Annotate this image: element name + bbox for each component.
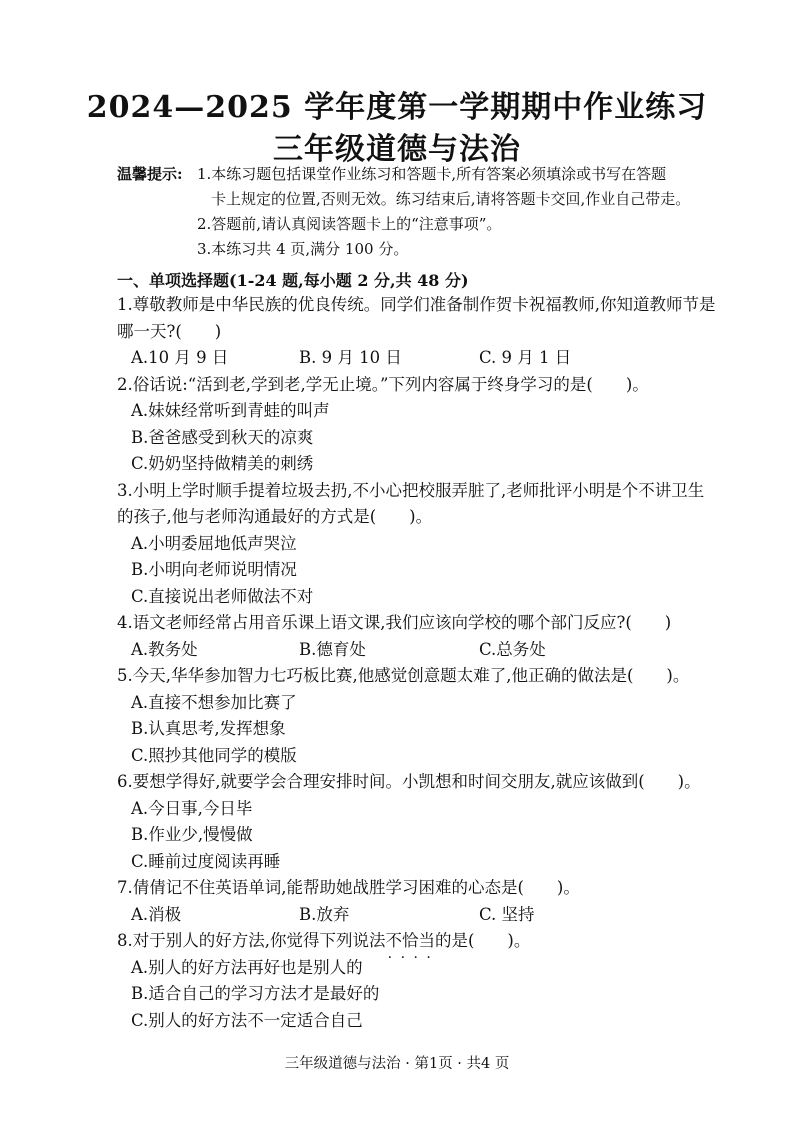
option-c: C.总务处 [479, 639, 546, 659]
exam-title-line2: 三年级道德与法治 [273, 132, 521, 167]
question-8-stem [117, 928, 789, 955]
question-1-options [117, 345, 789, 372]
question-3-stem-cont: 的孩子,他与老师沟通最好的方式是( )。 [117, 507, 433, 526]
option-b: B.作业少,慢慢做 [131, 825, 253, 844]
notice-block [117, 162, 789, 262]
option-b: B. 9 月 10 日 [299, 348, 402, 367]
option-b: B.小明向老师说明情况 [131, 560, 297, 579]
option-b: B.德育处 [299, 639, 366, 659]
option-c: C. 9 月 1 日 [479, 348, 572, 367]
question-1-stem: 1.尊敬教师是中华民族的优良传统。同学们准备制作贺卡祝福教师,你知道教师节是 [117, 295, 716, 314]
question-1-stem-cont: 哪一天?( ) [117, 321, 222, 341]
option-a: A.妹妹经常听到青蛙的叫声 [131, 401, 330, 420]
notice-label: 温馨提示: [117, 165, 183, 183]
question-3-stem: 3.小明上学时顺手提着垃圾去扔,不小心把校服弄脏了,老师批评小明是个不讲卫生 [117, 480, 705, 500]
option-c: C. 坚持 [479, 904, 535, 924]
option-a: A.10 月 9 日 [131, 348, 229, 367]
option-a: A.消极 [131, 904, 182, 924]
notice-item-2: 2.答题前,请认真阅读答题卡上的“注意事项”。 [197, 215, 502, 233]
question-list [117, 292, 789, 1034]
question-4-options [117, 637, 789, 664]
option-b: B.爸爸感受到秋天的凉爽 [131, 427, 314, 447]
question-5-stem: 5.今天,华华参加智力七巧板比赛,他感觉创意题太难了,他正确的做法是( )。 [117, 666, 690, 685]
question-8-stem-end: 的是( )。 [435, 931, 531, 950]
option-c: C.别人的好方法不一定适合自己 [131, 1010, 363, 1030]
question-6-stem: 6.要想学得好,就要学会合理安排时间。小凯想和时间交朋友,就应该做到( )。 [117, 772, 701, 791]
section-heading: 一、单项选择题(1-24 题,每小题 2 分,共 48 分) [117, 271, 469, 290]
question-2-stem: 2.俗话说:“活到老,学到老,学无止境。”下列内容属于终身学习的是( )。 [117, 374, 649, 394]
question-7-options [117, 902, 789, 929]
option-c: C.直接说出老师做法不对 [131, 586, 314, 606]
option-b: B.认真思考,发挥想象 [131, 719, 286, 738]
exam-title-line1: 2024—2025 学年度第一学期期中作业练习 [86, 90, 708, 125]
question-4-stem: 4.语文老师经常占用音乐课上语文课,我们应该向学校的哪个部门反应?( ) [117, 613, 672, 632]
option-a: A.别人的好方法再好也是别人的 [131, 957, 363, 977]
page-footer: 三年级道德与法治 · 第1页 · 共4 页 [284, 1056, 510, 1072]
option-a: A.今日事,今日毕 [131, 798, 253, 818]
option-a: A.直接不想参加比赛了 [131, 692, 297, 712]
option-a: A.小明委屈地低声哭泣 [131, 533, 297, 553]
question-8-stem-start: 8.对于别人的好方法,你觉得下列说法 [117, 931, 386, 950]
option-c: C.照抄其他同学的模版 [131, 745, 297, 765]
option-a: A.教务处 [131, 639, 198, 659]
notice-item-3: 3.本练习共 4 页,满分 100 分。 [197, 240, 409, 258]
option-c: C.睡前过度阅读再睡 [131, 851, 281, 871]
emphasis-not-appropriate: 不恰当 · · · · [386, 931, 436, 950]
option-c: C.奶奶坚持做精美的刺绣 [131, 454, 314, 473]
notice-item-1-cont: 卡上规定的位置,否则无效。练习结束后,请将答题卡交回,作业自己带走。 [211, 190, 691, 208]
notice-item-1: 1.本练习题包括课堂作业练习和答题卡,所有答案必须填涂或书写在答题 [197, 165, 667, 183]
question-7-stem: 7.倩倩记不住英语单词,能帮助她战胜学习困难的心态是( )。 [117, 878, 580, 897]
option-b: B.放弃 [299, 904, 350, 924]
option-b: B.适合自己的学习方法才是最好的 [131, 984, 380, 1003]
